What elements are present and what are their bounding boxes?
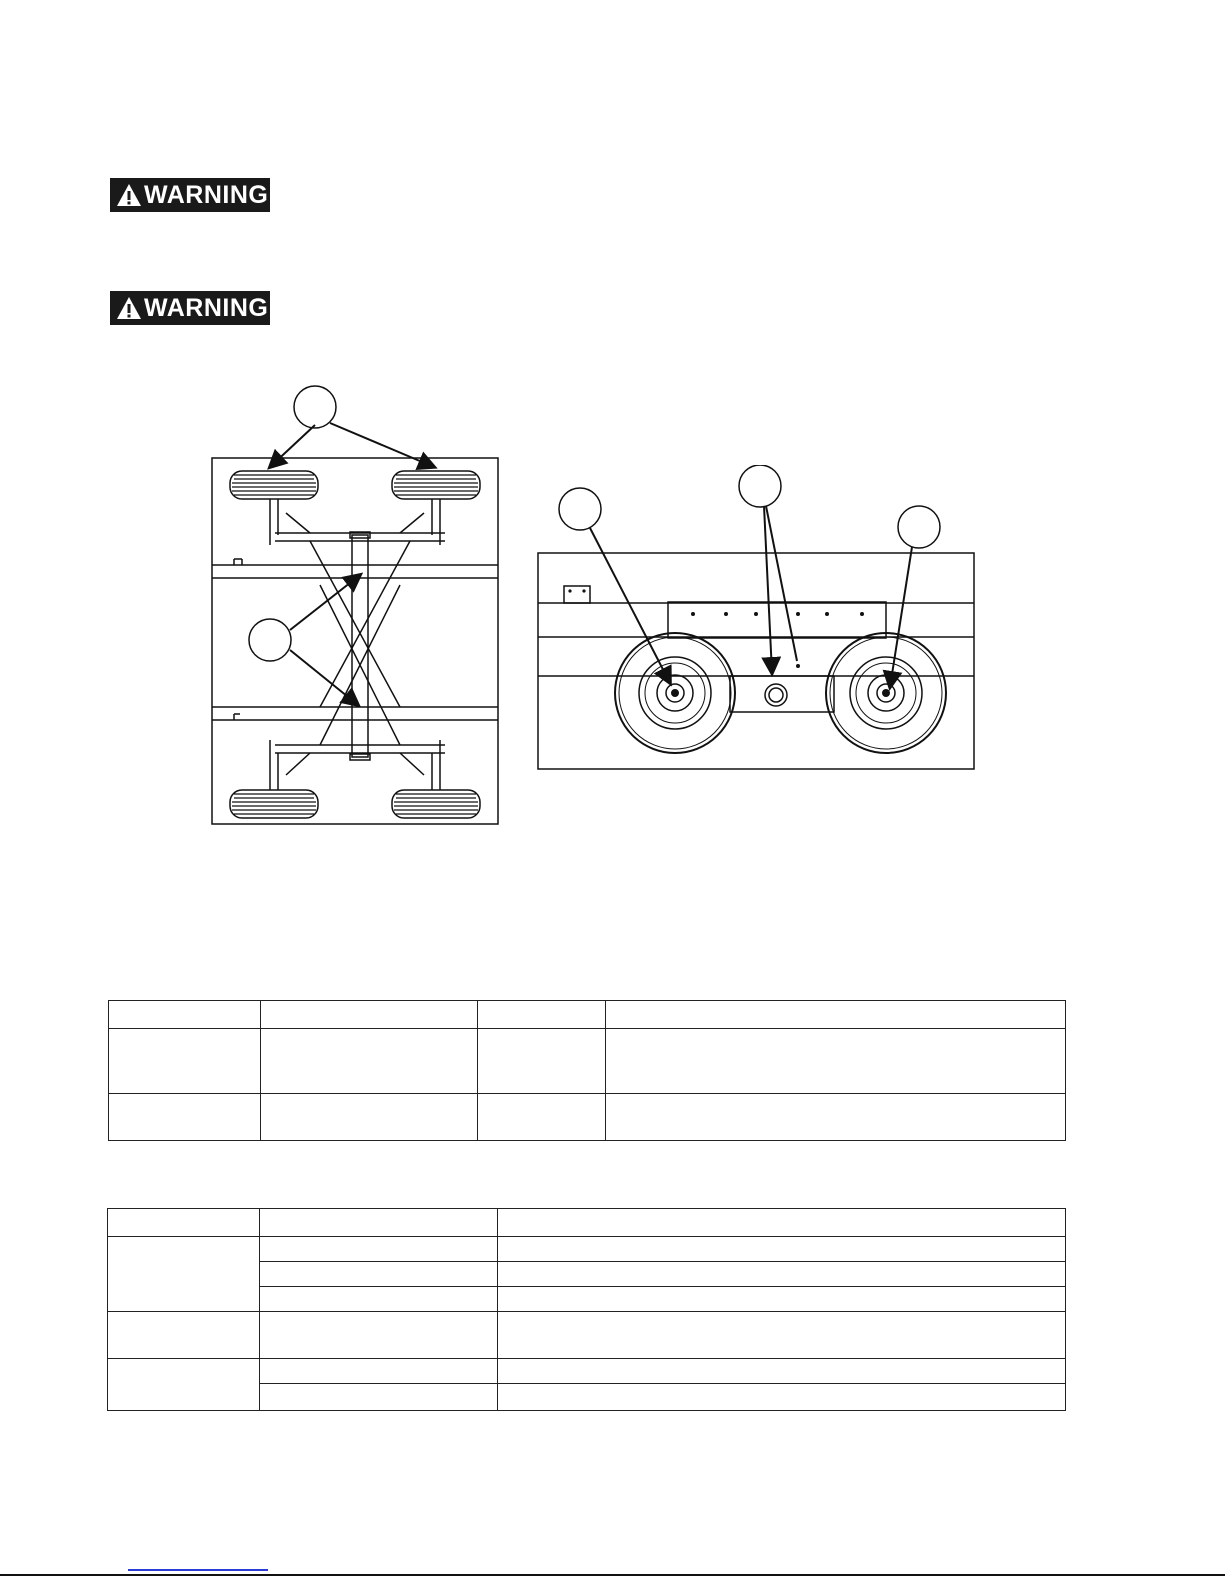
table-cell bbox=[108, 1209, 260, 1237]
table-cell bbox=[259, 1237, 497, 1262]
table-row bbox=[108, 1359, 1066, 1384]
callout-circle bbox=[739, 465, 781, 507]
tire-icon bbox=[230, 790, 318, 818]
table-cell bbox=[108, 1312, 260, 1359]
table-cell bbox=[260, 1029, 477, 1094]
callout-circle bbox=[559, 488, 601, 530]
table-cell bbox=[109, 1094, 261, 1141]
table-cell bbox=[259, 1209, 497, 1237]
tire-icon bbox=[230, 471, 318, 499]
callout-circle bbox=[898, 506, 940, 548]
table-cell bbox=[109, 1029, 261, 1094]
warning-label: WARNING bbox=[144, 180, 269, 209]
warning-badge-1 bbox=[110, 178, 270, 212]
tire-icon bbox=[392, 790, 480, 818]
warning-badge-2 bbox=[110, 291, 270, 325]
table-header-row bbox=[109, 1001, 1066, 1029]
callout-circle bbox=[249, 619, 291, 661]
warning-label: WARNING bbox=[144, 293, 269, 322]
table-cell bbox=[477, 1094, 606, 1141]
table-cell bbox=[606, 1029, 1066, 1094]
table-cell bbox=[606, 1094, 1066, 1141]
figure-frame bbox=[538, 553, 974, 769]
warning-triangle-icon bbox=[116, 183, 142, 207]
table-row bbox=[108, 1237, 1066, 1262]
trailer-side-view-figure bbox=[530, 465, 990, 785]
table-cell bbox=[477, 1029, 606, 1094]
table-cell bbox=[109, 1001, 261, 1029]
warning-triangle-icon bbox=[116, 296, 142, 320]
table-cell bbox=[497, 1287, 1065, 1312]
table-cell bbox=[108, 1237, 260, 1312]
table-1 bbox=[108, 1000, 1066, 1141]
table-cell bbox=[497, 1209, 1065, 1237]
wheel-icon bbox=[615, 633, 735, 753]
tire-icon bbox=[392, 471, 480, 499]
table-2 bbox=[107, 1208, 1066, 1411]
table-cell bbox=[606, 1001, 1066, 1029]
table-row bbox=[108, 1312, 1066, 1359]
table-cell bbox=[497, 1359, 1065, 1384]
table-cell bbox=[497, 1312, 1065, 1359]
table-row bbox=[109, 1029, 1066, 1094]
table-cell bbox=[259, 1287, 497, 1312]
wheel-icon bbox=[826, 633, 946, 753]
table-header-row bbox=[108, 1209, 1066, 1237]
table-cell bbox=[259, 1384, 497, 1411]
table-cell bbox=[108, 1359, 260, 1411]
table-cell bbox=[259, 1262, 497, 1287]
table-cell bbox=[260, 1094, 477, 1141]
table-cell bbox=[497, 1262, 1065, 1287]
trailer-top-view-figure bbox=[200, 385, 510, 830]
table-cell bbox=[477, 1001, 606, 1029]
callout-circle bbox=[294, 386, 336, 428]
table-cell bbox=[497, 1384, 1065, 1411]
footer-rule bbox=[0, 1574, 1225, 1576]
footer-link-underline[interactable] bbox=[128, 1569, 268, 1571]
table-cell bbox=[259, 1359, 497, 1384]
table-row bbox=[109, 1094, 1066, 1141]
table-cell bbox=[497, 1237, 1065, 1262]
table-cell bbox=[259, 1312, 497, 1359]
table-cell bbox=[260, 1001, 477, 1029]
